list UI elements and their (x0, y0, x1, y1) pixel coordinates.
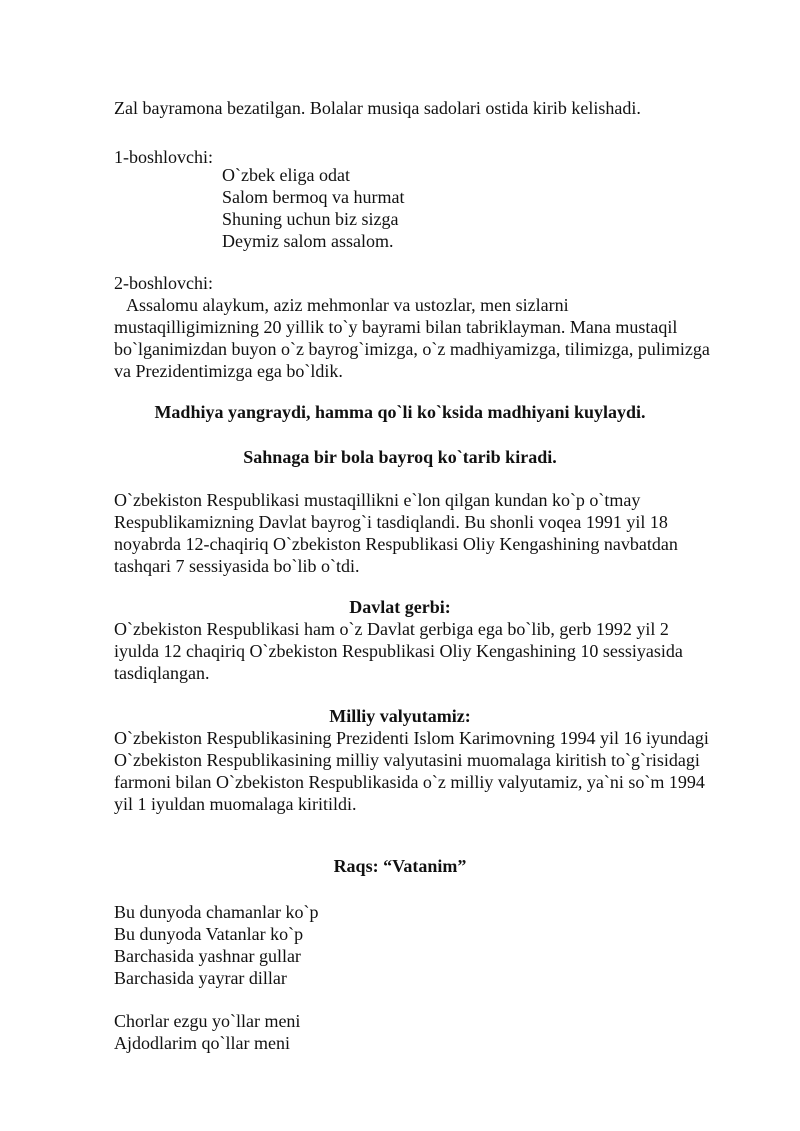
song-line: Bu dunyoda Vatanlar ko`p (114, 924, 304, 944)
currency-paragraph-line: O`zbekiston Respublikasining milliy valyutasini muomalaga kiritish to`g`risidagi (114, 750, 700, 770)
flag-paragraph-line: O`zbekiston Respublikasi mustaqillikni e`lon qilgan kundan ko`p o`tmay (114, 490, 641, 510)
currency-paragraph-line: farmoni bilan O`zbekiston Respublikasida o`z milliy valyutamiz, ya`ni so`m 1994 (114, 772, 705, 792)
speaker2-line: va Prezidentimizga ega bo`ldik. (114, 361, 343, 381)
currency-heading: Milliy valyutamiz: (329, 706, 471, 726)
currency-paragraph-line: O`zbekiston Respublikasining Prezidenti Islom Karimovning 1994 yil 16 iyundagi (114, 728, 709, 748)
song-line: Ajdodlarim qo`llar meni (114, 1033, 290, 1053)
speaker1-verse-line: Shuning uchun biz sizga (222, 209, 399, 229)
speaker2-label: 2-boshlovchi: (114, 273, 213, 293)
emblem-heading: Davlat gerbi: (349, 597, 451, 617)
speaker2-line: Assalomu alaykum, aziz mehmonlar va ustozlar, men sizlarni (126, 295, 569, 315)
flag-paragraph-line: tashqari 7 sessiyasida bo`lib o`tdi. (114, 556, 360, 576)
currency-paragraph-line: yil 1 iyuldan muomalaga kiritildi. (114, 794, 357, 814)
speaker1-verse-line: O`zbek eliga odat (222, 165, 350, 185)
dance-heading: Raqs: “Vatanim” (333, 856, 467, 876)
speaker2-line: bo`lganimizdan buyon o`z bayrog`imizga, o`z madhiyamizga, tilimizga, pulimizga (114, 339, 710, 359)
speaker2-line: mustaqilligimizning 20 yillik to`y bayrami bilan tabriklayman. Mana mustaqil (114, 317, 678, 337)
intro-text: Zal bayramona bezatilgan. Bolalar musiqa sadolari ostida kirib kelishadi. (114, 98, 641, 118)
speaker1-label: 1-boshlovchi: (114, 147, 213, 167)
speaker1-verse-line: Salom bermoq va hurmat (222, 187, 405, 207)
emblem-paragraph-line: iyulda 12 chaqiriq O`zbekiston Respublikasi Oliy Kengashining 10 sessiyasida (114, 641, 683, 661)
song-line: Bu dunyoda chamanlar ko`p (114, 902, 319, 922)
song-line: Barchasida yayrar dillar (114, 968, 287, 988)
speaker1-verse-line: Deymiz salom assalom. (222, 231, 394, 251)
song-line: Barchasida yashnar gullar (114, 946, 301, 966)
emblem-paragraph-line: O`zbekiston Respublikasi ham o`z Davlat gerbiga ega bo`lib, gerb 1992 yil 2 (114, 619, 669, 639)
flag-stage-direction: Sahnaga bir bola bayroq ko`tarib kiradi. (243, 447, 557, 467)
song-line: Chorlar ezgu yo`llar meni (114, 1011, 301, 1031)
anthem-stage-direction: Madhiya yangraydi, hamma qo`li ko`ksida madhiyani kuylaydi. (154, 402, 646, 422)
flag-paragraph-line: Respublikamizning Davlat bayrog`i tasdiqlandi. Bu shonli voqea 1991 yil 18 (114, 512, 668, 532)
flag-paragraph-line: noyabrda 12-chaqiriq O`zbekiston Respublikasi Oliy Kengashining navbatdan (114, 534, 678, 554)
emblem-paragraph-line: tasdiqlangan. (114, 663, 210, 683)
